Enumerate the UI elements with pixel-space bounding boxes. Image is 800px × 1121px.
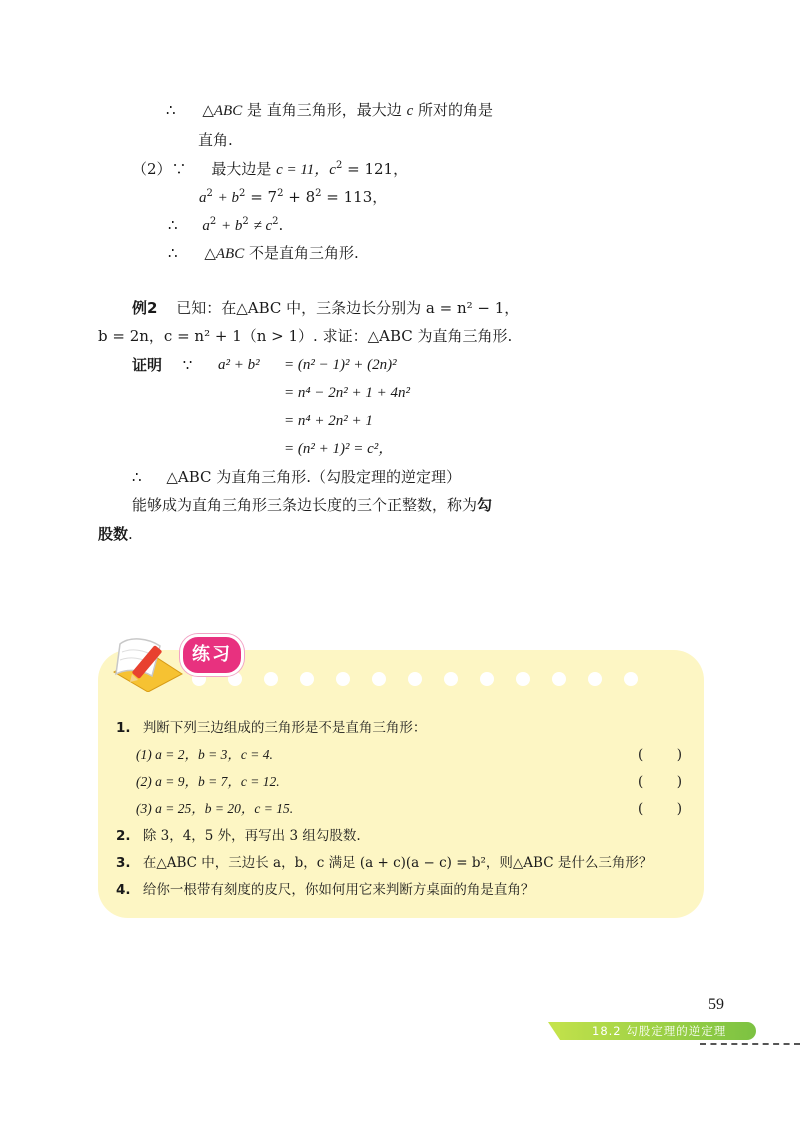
proof-step3: = n⁴ + 2n² + 1: [284, 413, 373, 429]
eq: = 113，: [326, 188, 388, 206]
dot: [588, 672, 602, 686]
abc-label: ABC: [213, 103, 243, 119]
var-b: + b: [217, 190, 240, 206]
period: .: [278, 216, 284, 234]
exercise-q1: [116, 718, 426, 738]
triangle-symbol: △: [204, 244, 216, 262]
sup: 2: [277, 188, 284, 199]
text: 是 直角三角形，最大边: [247, 101, 402, 119]
footer-dashed-line: [700, 1043, 800, 1045]
exercise-q1-item2: (2) a = 9，b = 7，c = 12.: [136, 774, 280, 789]
text: 所对的角是: [418, 101, 494, 119]
question-number: 1.: [116, 720, 131, 736]
definition-line2: [98, 524, 133, 544]
term-bold: 勾: [477, 496, 493, 514]
proof-label: 证明: [132, 356, 163, 374]
dot: [408, 672, 422, 686]
line-not-equal: [168, 215, 283, 236]
paren-open: (: [638, 801, 644, 817]
var-b: + b: [220, 218, 243, 234]
sup: 2: [272, 216, 279, 227]
line-right-angle: 直角.: [198, 131, 233, 149]
proof-conclusion: [132, 467, 461, 487]
case-label: （2）∵: [132, 160, 187, 178]
question-text: 判断下列三边组成的三角形是不是直角三角形：: [142, 720, 427, 736]
answer-blank-2[interactable]: [638, 772, 682, 792]
paren-open: (: [638, 747, 644, 763]
example-label: 例2: [132, 299, 158, 317]
because-symbol: ∵: [182, 356, 193, 374]
dot: [552, 672, 566, 686]
dot: [336, 672, 350, 686]
therefore-symbol: ∴: [168, 244, 178, 262]
text: 最大边是: [211, 160, 272, 178]
var-c: c: [406, 103, 414, 119]
therefore-symbol: ∴: [168, 216, 178, 234]
dot: [300, 672, 314, 686]
paren-close: ): [676, 801, 682, 817]
question-number: 2.: [116, 828, 131, 844]
dot: [372, 672, 386, 686]
dot: [480, 672, 494, 686]
exercise-q1-item3: (3) a = 25，b = 20，c = 15.: [136, 801, 294, 816]
example-text: 已知：在△ABC 中，三条边长分别为 a = n² − 1，: [176, 299, 520, 317]
sup: 2: [315, 188, 322, 199]
line-therefore-1: [166, 100, 493, 121]
proof-line1: [132, 355, 192, 375]
example2-line1: [132, 298, 519, 318]
question-text: 除 3，4，5 外，再写出 3 组勾股数.: [142, 828, 361, 844]
eq: = 7: [250, 188, 278, 206]
definition-line1: [132, 495, 492, 515]
var-a: a: [199, 190, 207, 206]
triangle-symbol: △: [202, 101, 214, 119]
sup: 2: [335, 160, 343, 171]
abc-label: ABC: [215, 246, 245, 262]
line-sum-squares: [199, 187, 387, 208]
exercise-q3: [116, 853, 652, 873]
sup: 2: [239, 188, 246, 199]
dot: [516, 672, 530, 686]
proof-lhs: a² + b²: [218, 357, 260, 373]
sup: 2: [206, 188, 213, 199]
proof-step1: = (n² − 1)² + (2n)²: [284, 357, 397, 373]
therefore-symbol: ∴: [166, 101, 176, 119]
question-text: 给你一根带有刻度的皮尺，你如何用它来判断方桌面的角是直角？: [142, 882, 535, 898]
exercise-badge: 练习: [180, 634, 244, 676]
answer-blank-3[interactable]: [638, 799, 682, 819]
exercise-q1-item1: (1) a = 2，b = 3，c = 4.: [136, 747, 273, 762]
section-footer-bar: 18.2 勾股定理的逆定理: [560, 1022, 756, 1040]
var-a: a: [202, 218, 210, 234]
sup: 2: [242, 216, 249, 227]
therefore-symbol: ∴: [132, 468, 142, 486]
equation-rest: = 121，: [347, 160, 409, 178]
question-number: 4.: [116, 882, 131, 898]
paren-open: (: [638, 774, 644, 790]
example2-line2: b = 2n，c = n² + 1（n > 1）. 求证：△ABC 为直角三角形.: [98, 327, 513, 345]
proof-step2: = n⁴ − 2n² + 1 + 4n²: [284, 385, 410, 401]
exercise-panel: [98, 650, 704, 918]
question-number: 3.: [116, 855, 131, 871]
proof-step4: = (n² + 1)² = c²，: [284, 441, 394, 457]
eq: + 8: [288, 188, 316, 206]
line-not-right-triangle: [168, 243, 359, 264]
period: .: [128, 525, 133, 543]
dot: [624, 672, 638, 686]
definition-text: 能够成为直角三角形三条边长度的三个正整数，称为: [132, 496, 478, 514]
answer-blank-1[interactable]: [638, 745, 682, 765]
notebook-pencil-icon: [108, 630, 188, 692]
page-number: 59: [708, 996, 724, 1013]
dot: [264, 672, 278, 686]
text: 不是直角三角形.: [249, 244, 359, 262]
neq: ≠ c: [253, 218, 273, 234]
line-case-2: [132, 159, 408, 180]
exercise-q2: [116, 826, 361, 846]
sup: 2: [209, 216, 217, 227]
dot: [444, 672, 458, 686]
paren-close: ): [676, 747, 682, 763]
equation: c = 11，c: [276, 162, 336, 178]
conclusion-text: △ABC 为直角三角形.（勾股定理的逆定理）: [166, 468, 462, 486]
term-bold: 股数: [98, 525, 129, 543]
exercise-q4: [116, 880, 534, 900]
question-text: 在△ABC 中，三边长 a，b，c 满足 (a + c)(a − c) = b²，则△ABC 是什么三角形？: [142, 855, 653, 871]
paren-close: ): [676, 774, 682, 790]
